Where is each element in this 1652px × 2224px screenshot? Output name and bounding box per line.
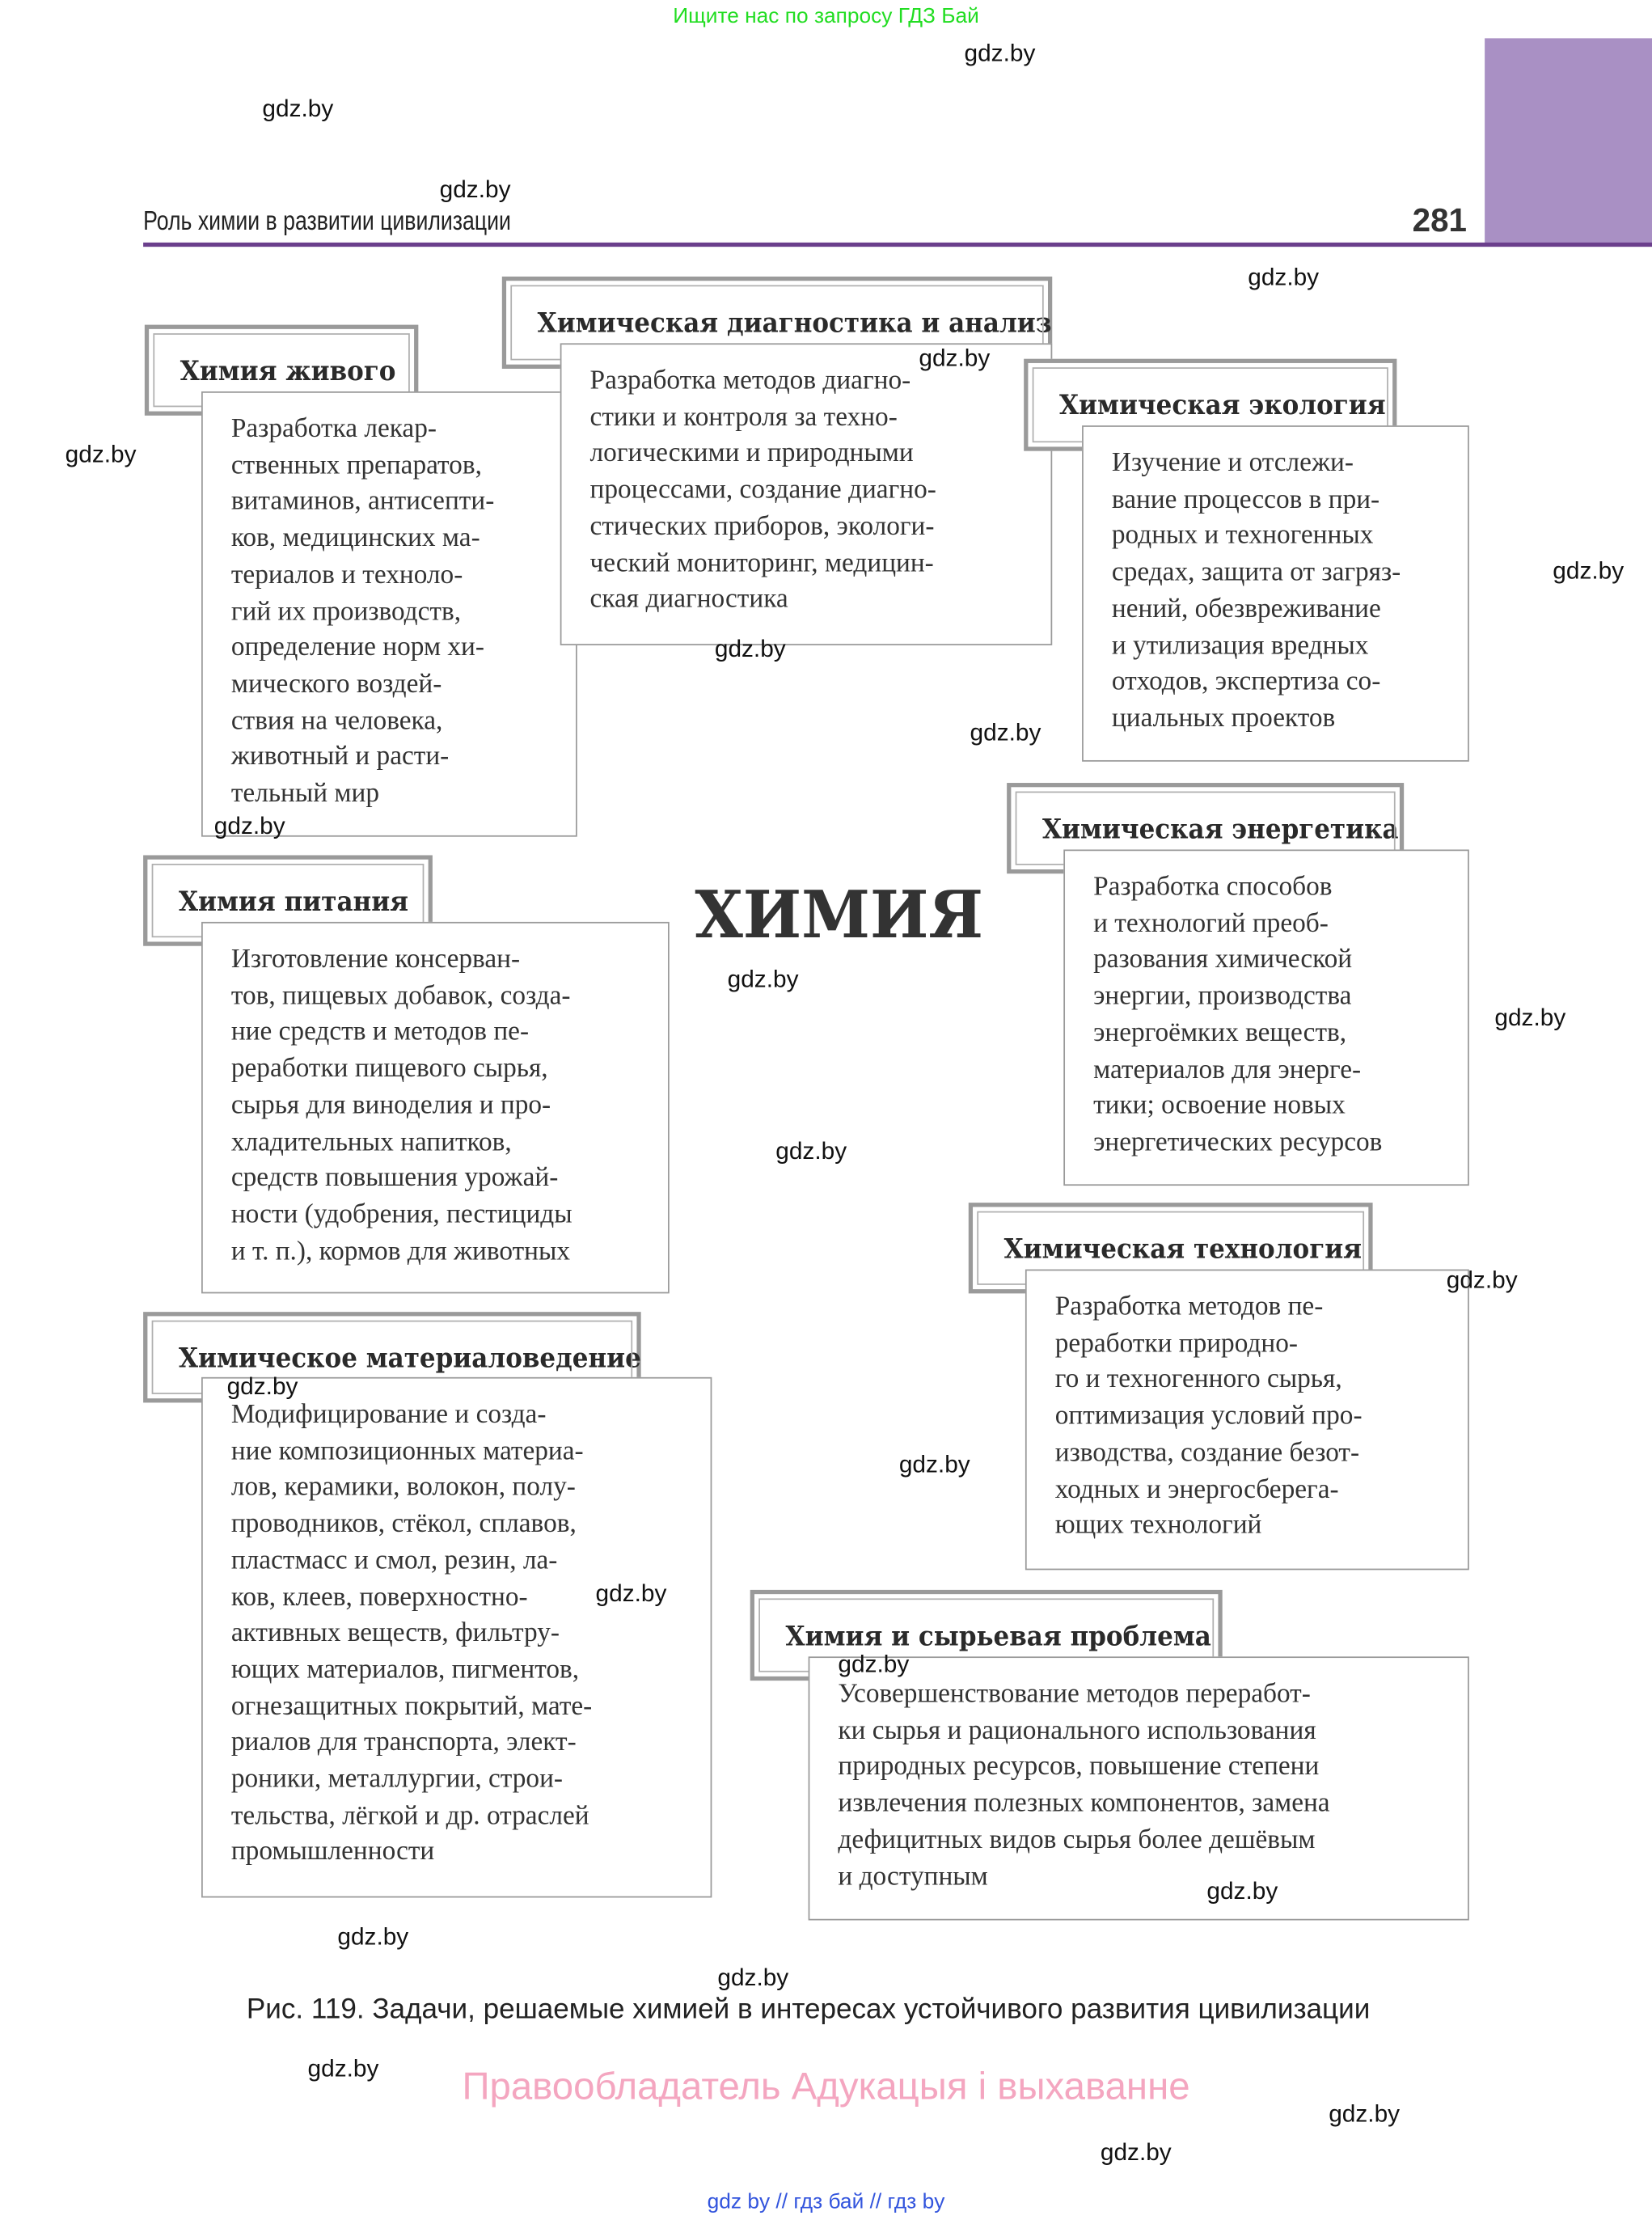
description-line: вание процессов в при- <box>1111 484 1380 515</box>
description-line: энергии, производства <box>1093 981 1352 1012</box>
description-line: средах, защита от загряз- <box>1111 557 1401 588</box>
description-line: ческий мониторинг, медицин- <box>589 548 934 578</box>
description-line: тики; освоение новых <box>1093 1090 1346 1121</box>
description-line: ков, клеев, поверхностно- <box>230 1582 528 1613</box>
watermark-text: gdz.by <box>439 175 511 203</box>
description-line: роники, металлургии, строи- <box>230 1764 564 1795</box>
topic-title: Химия и сырьевая проблема <box>785 1621 1211 1653</box>
topic-title: Химия питания <box>178 886 409 918</box>
watermark-text: gdz.by <box>714 635 786 662</box>
description-line: хладительных напитков, <box>230 1127 512 1157</box>
description-line: энергоёмких веществ, <box>1093 1017 1347 1048</box>
watermark-text: gdz.by <box>1100 2138 1172 2166</box>
watermark-text: gdz.by <box>970 719 1041 746</box>
description-line: ков, медицинских ма- <box>230 523 480 554</box>
description-line: энергетических ресурсов <box>1093 1127 1383 1157</box>
description-line: реработки пищевого сырья, <box>230 1054 548 1085</box>
description-line: активных веществ, фильтру- <box>230 1618 560 1649</box>
header-rule <box>143 243 1652 247</box>
topic-title: Химическая энергетика <box>1041 814 1399 846</box>
description-line: оптимизация условий про- <box>1054 1401 1363 1431</box>
description-line: реработки природно- <box>1054 1328 1298 1359</box>
topic-description-box <box>201 1377 712 1898</box>
description-line: лов, керамики, волокон, полу- <box>230 1473 576 1503</box>
bottom-links[interactable]: gdz by // гдз бай // гдз by <box>707 2189 945 2214</box>
description-line: отходов, экспертиза со- <box>1111 666 1381 697</box>
watermark-text: gdz.by <box>65 441 137 468</box>
watermark-text: gdz.by <box>1494 1004 1566 1031</box>
description-line: Изучение и отслежи- <box>1111 448 1354 478</box>
description-line: и технологий преоб- <box>1093 908 1329 939</box>
figure-caption: Рис. 119. Задачи, решаемые химией в интересах устойчивого развития цивилизации <box>246 1994 1371 2026</box>
description-line: Разработка лекар- <box>230 414 437 444</box>
watermark-text: gdz.by <box>226 1372 298 1400</box>
watermark-text: gdz.by <box>1553 557 1625 585</box>
description-line: природных ресурсов, повышение степени <box>838 1752 1320 1782</box>
description-line: ственных препаратов, <box>230 450 482 480</box>
description-line: мического воздей- <box>230 669 442 700</box>
topic-description-box <box>1082 425 1469 762</box>
page-tab-marker <box>1485 38 1652 243</box>
description-line: Разработка методов пе- <box>1054 1292 1324 1322</box>
description-line: ние композиционных материа- <box>230 1435 584 1466</box>
description-line: ки сырья и рационального использования <box>838 1715 1316 1746</box>
watermark-text: gdz.by <box>1206 1877 1278 1905</box>
description-line: ствия на человека, <box>230 705 443 736</box>
description-line: и т. п.), кормов для животных <box>230 1236 571 1266</box>
watermark-text: gdz.by <box>838 1651 910 1678</box>
watermark-text: gdz.by <box>727 966 799 993</box>
topic-description-box <box>1025 1270 1469 1571</box>
center-label: ХИМИЯ <box>695 876 984 953</box>
watermark-text: gdz.by <box>307 2055 379 2082</box>
topic-title: Химия живого <box>180 356 396 387</box>
description-line: материалов для энерге- <box>1093 1054 1362 1085</box>
topic-description-box <box>201 922 670 1293</box>
watermark-text: gdz.by <box>262 95 334 122</box>
topic-description-box <box>1063 849 1469 1186</box>
watermark-text: gdz.by <box>1446 1266 1518 1294</box>
description-line: и доступным <box>838 1861 988 1892</box>
watermark-text: gdz.by <box>775 1137 847 1165</box>
running-header-title: Роль химии в развитии цивилизации <box>143 207 511 237</box>
description-line: Разработка способов <box>1093 872 1333 903</box>
topic-description-box <box>560 343 1053 645</box>
watermark-text: gdz.by <box>1248 264 1320 291</box>
description-line: родных и техногенных <box>1111 521 1374 552</box>
description-line: промышленности <box>230 1837 435 1867</box>
description-line: и утилизация вредных <box>1111 630 1369 661</box>
description-line: определение норм хи- <box>230 632 484 663</box>
description-line: Модифицирование и созда- <box>230 1399 547 1430</box>
description-line: огнезащитных покрытий, мате- <box>230 1691 593 1722</box>
watermark-text: gdz.by <box>964 40 1036 67</box>
description-line: Усовершенствование методов переработ- <box>838 1679 1311 1710</box>
description-line: логическими и природными <box>589 438 914 469</box>
description-line: извлечения полезных компонентов, замена <box>838 1788 1330 1819</box>
description-line: витаминов, антисепти- <box>230 487 495 518</box>
description-line: тельный мир <box>230 778 380 809</box>
description-line: тельства, лёгкой и др. отраслей <box>230 1800 589 1831</box>
description-line: ности (удобрения, пестициды <box>230 1199 572 1230</box>
description-line: гий их производств, <box>230 596 462 627</box>
description-line: нений, обезвреживание <box>1111 594 1381 624</box>
topic-description-box <box>201 391 577 837</box>
watermark-text: gdz.by <box>898 1451 970 1478</box>
description-line: ходных и энергосберега- <box>1054 1474 1339 1504</box>
topic-title: Химическое материаловедение <box>178 1342 641 1375</box>
description-line: средств повышения урожай- <box>230 1163 559 1194</box>
description-line: ющих технологий <box>1054 1511 1262 1541</box>
topic-description-box <box>809 1656 1469 1920</box>
watermark-text: gdz.by <box>919 345 991 372</box>
top-ad-text: Ищите нас по запросу ГДЗ Бай <box>673 4 979 29</box>
description-line: изводства, создание безот- <box>1054 1437 1360 1468</box>
description-line: пластмасс и смол, резин, ла- <box>230 1545 558 1576</box>
description-line: териалов и техноло- <box>230 560 463 590</box>
description-line: го и техногенного сырья, <box>1054 1364 1342 1395</box>
description-line: стики и контроля за техно- <box>589 402 898 433</box>
description-line: тов, пищевых добавок, созда- <box>230 981 571 1011</box>
topic-title: Химическая диагностика и анализ <box>537 307 1052 340</box>
description-line: циальных проектов <box>1111 703 1336 734</box>
description-line: разования химической <box>1093 945 1353 975</box>
description-line: ние средств и методов пе- <box>230 1017 530 1047</box>
description-line: ющих материалов, пигментов, <box>230 1655 580 1685</box>
watermark-text: gdz.by <box>595 1579 667 1607</box>
description-line: риалов для транспорта, элект- <box>230 1727 577 1758</box>
topic-title: Химическая экология <box>1059 390 1386 421</box>
watermark-text: gdz.by <box>213 812 285 840</box>
description-line: процессами, создание диагно- <box>589 475 936 505</box>
description-line: Изготовление консерван- <box>230 944 521 975</box>
description-line: Разработка методов диагно- <box>589 366 911 396</box>
description-line: дефицитных видов сырья более дешёвым <box>838 1824 1316 1855</box>
description-line: стических приборов, экологи- <box>589 511 935 542</box>
topic-title: Химическая технология <box>1003 1233 1363 1266</box>
rights-holder-text: Правообладатель Адукацыя і выхаванне <box>462 2065 1190 2108</box>
description-line: сырья для виноделия и про- <box>230 1090 551 1121</box>
page-number: 281 <box>1412 201 1467 239</box>
watermark-text: gdz.by <box>1329 2100 1401 2128</box>
watermark-text: gdz.by <box>337 1923 409 1951</box>
description-line: проводников, стёкол, сплавов, <box>230 1509 577 1539</box>
watermark-text: gdz.by <box>717 1964 789 1992</box>
description-line: ская диагностика <box>589 584 788 615</box>
description-line: животный и расти- <box>230 742 450 772</box>
